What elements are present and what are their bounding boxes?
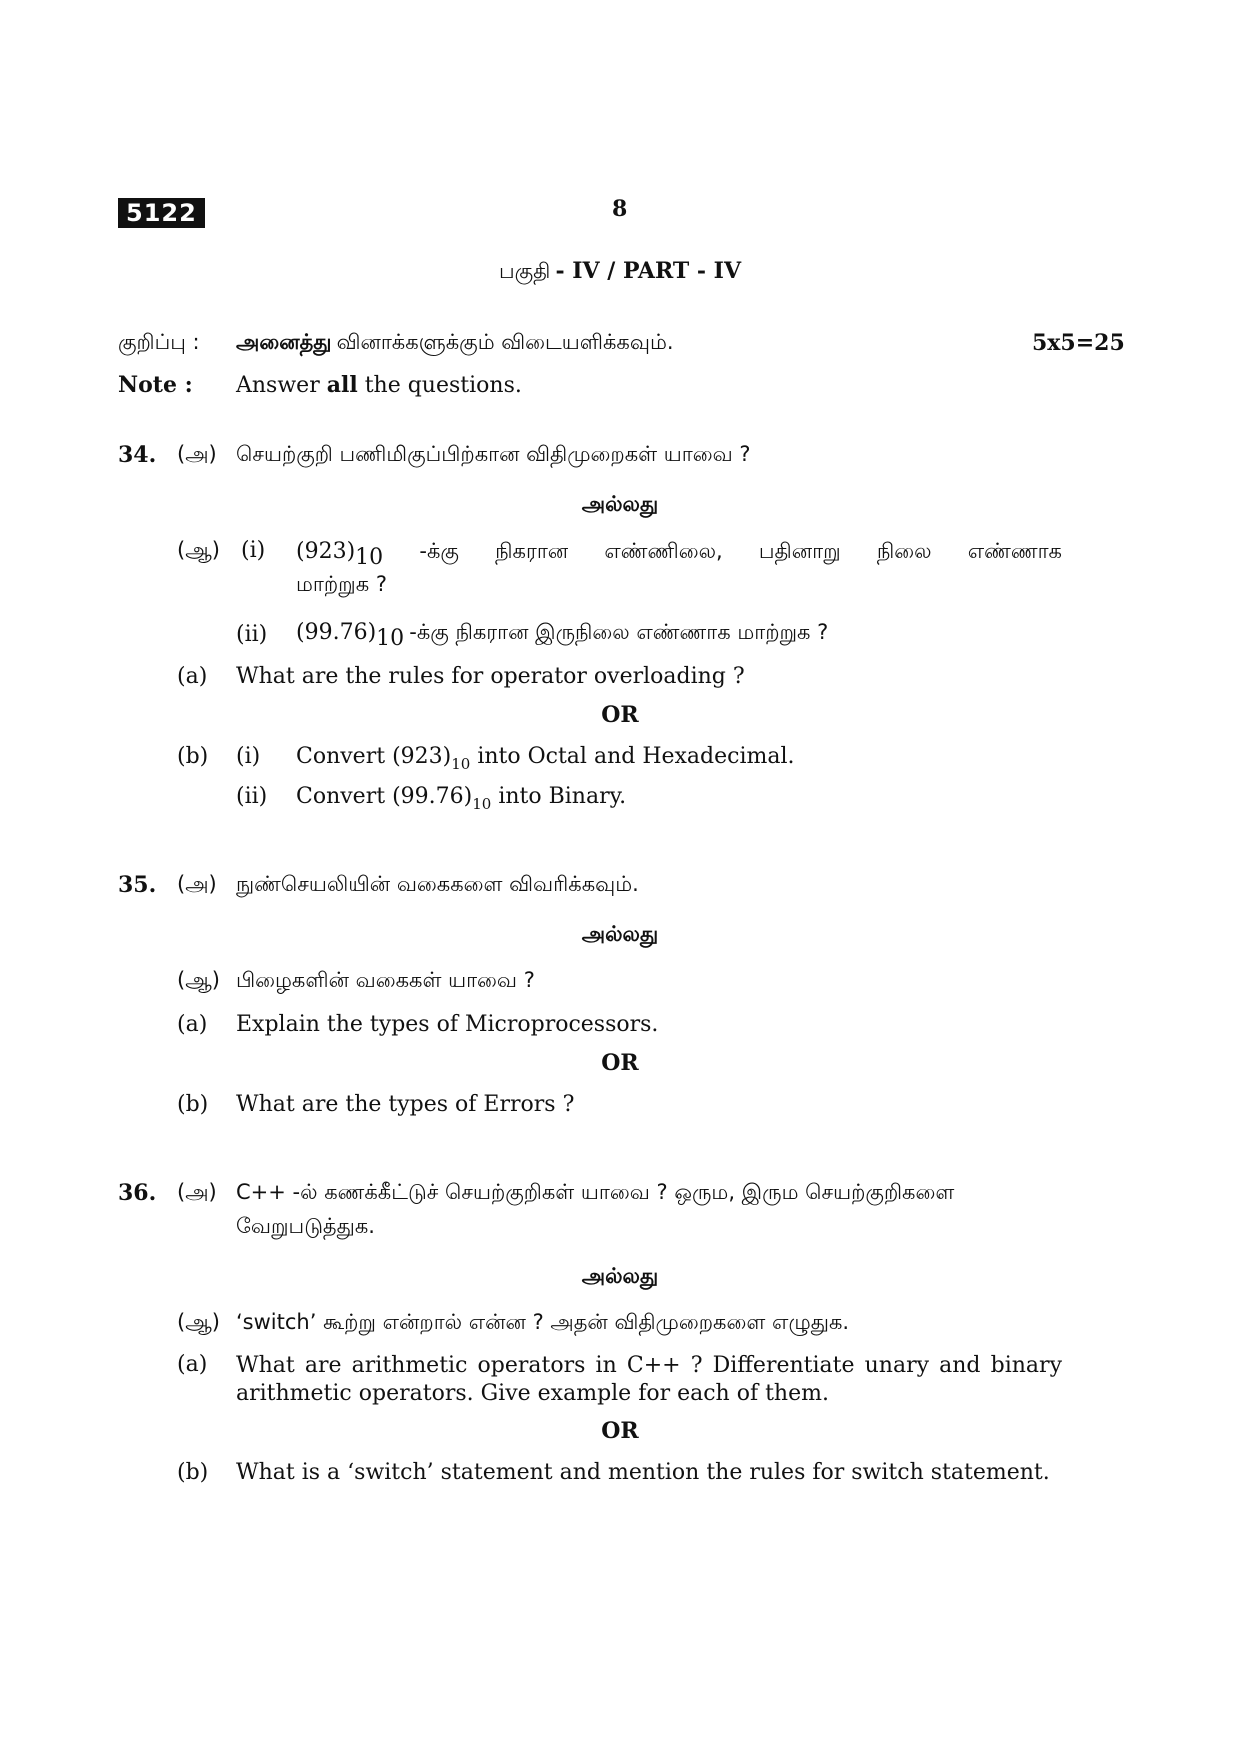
q34-b-en-i-pre: Convert bbox=[296, 744, 386, 769]
q34-b-en-ii-sub: 10 bbox=[472, 795, 492, 813]
q35-a-ta-label: (அ) bbox=[177, 872, 217, 896]
q35-a-en-text: Explain the types of Microprocessors. bbox=[236, 1012, 659, 1037]
q34-a-ta-text: செயற்குறி பணிமிகுப்பிற்கான விதிமுறைகள் யாவை ? bbox=[236, 442, 751, 466]
part-title-en: - IV / PART - IV bbox=[555, 258, 742, 284]
q36-b-en-text: What is a ‘switch’ statement and mention the rules for switch statement. bbox=[236, 1460, 1050, 1485]
note-en-bold: all bbox=[326, 372, 358, 398]
q34-b-en-i-text bbox=[296, 744, 795, 773]
q34-b-en-ii-post: into Binary. bbox=[498, 784, 627, 809]
part-title bbox=[0, 258, 1240, 286]
q36-or-en: OR bbox=[601, 1418, 639, 1444]
note-en-pre: Answer bbox=[236, 373, 320, 398]
q34-b-ta-i-num: (923) bbox=[296, 539, 356, 564]
q36-a-en-line1: What are arithmetic operators in C++ ? Differentiate unary and binary bbox=[236, 1353, 1062, 1378]
q36-a-en-label: (a) bbox=[177, 1352, 208, 1377]
q34-b-en-i-sub: 10 bbox=[451, 755, 471, 773]
q34-a-ta-label: (அ) bbox=[177, 442, 217, 466]
paper-code-badge: 5122 bbox=[118, 198, 205, 228]
q34-b-en-i-post: into Octal and Hexadecimal. bbox=[477, 744, 795, 769]
q36-a-ta-line2: வேறுபடுத்துக. bbox=[236, 1214, 375, 1238]
q35-b-en-label: (b) bbox=[177, 1092, 209, 1117]
note-en-label: Note : bbox=[118, 372, 193, 398]
q34-b-ta-i-sub: 10 bbox=[355, 545, 384, 570]
q36-b-ta-text: ‘switch’ கூற்று என்றால் என்ன ? அதன் விதிமுறைகளை எழுதுக. bbox=[236, 1310, 850, 1334]
note-en-text bbox=[236, 372, 522, 398]
note-ta-bold: அனைத்து bbox=[236, 330, 332, 354]
q34-b-ta-i-text bbox=[296, 536, 1062, 573]
q34-b-en-i-label: (i) bbox=[236, 744, 261, 769]
q36-b-en-label: (b) bbox=[177, 1460, 209, 1485]
note-ta-rest: வினாக்களுக்கும் விடையளிக்கவும். bbox=[336, 330, 674, 354]
q36-a-en-text bbox=[236, 1352, 1062, 1408]
page-number: 8 bbox=[612, 196, 628, 222]
q34-b-ta-ii-sub: 10 bbox=[376, 626, 405, 651]
q34-a-en-text: What are the rules for operator overloading ? bbox=[236, 664, 745, 689]
q35-b-ta-text: பிழைகளின் வகைகள் யாவை ? bbox=[236, 968, 535, 992]
part-title-ta: பகுதி bbox=[498, 259, 551, 283]
q35-number: 35. bbox=[118, 872, 157, 898]
q34-b-en-ii-text bbox=[296, 784, 626, 813]
q34-b-en-ii-num: (99.76) bbox=[392, 784, 473, 809]
q34-b-en-i-num: (923) bbox=[392, 744, 452, 769]
q34-a-en-label: (a) bbox=[177, 664, 208, 689]
note-ta-label: குறிப்பு : bbox=[118, 330, 200, 354]
q34-b-ta-i-cont: மாற்றுக ? bbox=[296, 572, 387, 596]
note-en-post: the questions. bbox=[364, 373, 522, 398]
q35-a-ta-text: நுண்செயலியின் வகைகளை விவரிக்கவும். bbox=[236, 872, 639, 896]
q34-b-ta-ii-num: (99.76) bbox=[296, 620, 377, 645]
q36-a-ta-line1: C++ -ல் கணக்கீட்டுச் செயற்குறிகள் யாவை ? ஒரும, இரும செயற்குறிகளை bbox=[236, 1180, 955, 1204]
q34-b-ta-ii-text bbox=[296, 620, 828, 651]
q35-or-ta: அல்லது bbox=[581, 922, 659, 946]
marks-allocation: 5x5=25 bbox=[1032, 330, 1125, 356]
q34-b-en-ii-pre: Convert bbox=[296, 784, 386, 809]
q34-b-ta-i-body: -க்கு நிகரான எண்ணிலை, பதினாறு நிலை எண்ணாக bbox=[419, 539, 1062, 563]
q34-b-en-label: (b) bbox=[177, 744, 209, 769]
q36-b-ta-label: (ஆ) bbox=[177, 1310, 220, 1334]
q35-b-en-text: What are the types of Errors ? bbox=[236, 1092, 575, 1117]
q34-b-ta-label: (ஆ) bbox=[177, 538, 220, 562]
q34-b-ta-ii-body: -க்கு நிகரான இருநிலை எண்ணாக மாற்றுக ? bbox=[409, 620, 829, 644]
q34-b-ta-ii-label: (ii) bbox=[236, 622, 268, 647]
q34-or-en: OR bbox=[601, 702, 639, 728]
q35-or-en: OR bbox=[601, 1050, 639, 1076]
q35-b-ta-label: (ஆ) bbox=[177, 968, 220, 992]
q34-or-ta: அல்லது bbox=[581, 492, 659, 516]
note-ta-text bbox=[236, 330, 674, 357]
q36-a-ta-label: (அ) bbox=[177, 1180, 217, 1204]
q36-number: 36. bbox=[118, 1180, 157, 1206]
q35-a-en-label: (a) bbox=[177, 1012, 208, 1037]
q34-b-ta-i-label: (i) bbox=[241, 538, 266, 563]
q34-b-en-ii-label: (ii) bbox=[236, 784, 268, 809]
q36-or-ta: அல்லது bbox=[581, 1264, 659, 1288]
q34-number: 34. bbox=[118, 442, 157, 468]
q36-a-en-line2: arithmetic operators. Give example for each of them. bbox=[236, 1381, 829, 1406]
